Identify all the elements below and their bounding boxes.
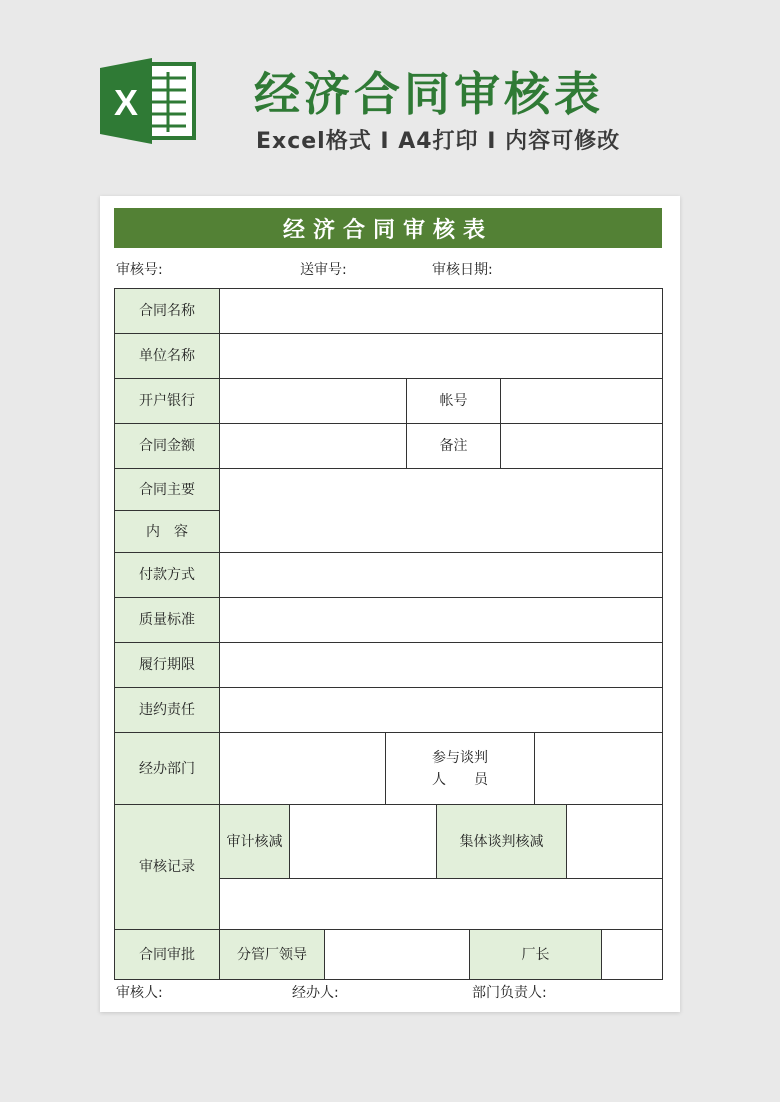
main-content-label-line2: 内 容 bbox=[114, 510, 220, 553]
liability-label: 违约责任 bbox=[114, 687, 220, 733]
reviewer-label: 审核人: bbox=[116, 985, 163, 1001]
audit-reduction-label: 审计核减 bbox=[219, 804, 290, 879]
dept-head-label: 部门负责人: bbox=[472, 985, 547, 1001]
branch-leader-label: 分管厂领导 bbox=[219, 929, 325, 980]
handler-label: 经办人: bbox=[292, 985, 339, 1001]
director-label: 厂长 bbox=[469, 929, 602, 980]
page-subtitle: Excel格式 I A4打印 I 内容可修改 bbox=[256, 129, 621, 154]
contract-name-field[interactable] bbox=[219, 288, 663, 334]
quality-field[interactable] bbox=[219, 597, 663, 643]
bank-label: 开户银行 bbox=[114, 378, 220, 424]
bank-field[interactable] bbox=[219, 378, 407, 424]
deadline-field[interactable] bbox=[219, 642, 663, 688]
deadline-label: 履行期限 bbox=[114, 642, 220, 688]
handling-dept-label: 经办部门 bbox=[114, 732, 220, 805]
quality-label: 质量标准 bbox=[114, 597, 220, 643]
collective-reduction-field[interactable] bbox=[566, 804, 663, 879]
handling-dept-field[interactable] bbox=[219, 732, 386, 805]
liability-field[interactable] bbox=[219, 687, 663, 733]
negotiators-label-line1: 参与谈判 bbox=[432, 749, 488, 766]
payment-field[interactable] bbox=[219, 552, 663, 598]
review-no-label: 审核号: bbox=[116, 262, 163, 278]
submit-no-label: 送审号: bbox=[300, 262, 347, 278]
branch-leader-field[interactable] bbox=[324, 929, 470, 980]
director-field[interactable] bbox=[601, 929, 663, 980]
amount-label: 合同金额 bbox=[114, 423, 220, 469]
main-content-field[interactable] bbox=[219, 468, 663, 553]
review-record-field[interactable] bbox=[219, 878, 663, 930]
unit-name-label: 单位名称 bbox=[114, 333, 220, 379]
contract-name-label: 合同名称 bbox=[114, 288, 220, 334]
collective-reduction-label: 集体谈判核减 bbox=[436, 804, 567, 879]
approval-label: 合同审批 bbox=[114, 929, 220, 980]
excel-icon bbox=[98, 58, 198, 144]
audit-reduction-field[interactable] bbox=[289, 804, 437, 879]
negotiators-label bbox=[385, 732, 535, 805]
page-title: 经济合同审核表 bbox=[254, 67, 604, 121]
negotiators-label-line2: 人 员 bbox=[432, 771, 488, 788]
form-banner-title: 经济合同审核表 bbox=[114, 208, 662, 248]
review-record-label: 审核记录 bbox=[114, 804, 220, 930]
amount-field[interactable] bbox=[219, 423, 407, 469]
logo-letter: X bbox=[113, 82, 139, 123]
negotiators-field[interactable] bbox=[534, 732, 663, 805]
account-field[interactable] bbox=[500, 378, 663, 424]
remark-label: 备注 bbox=[406, 423, 501, 469]
page-header bbox=[0, 0, 780, 190]
account-label: 帐号 bbox=[406, 378, 501, 424]
payment-label: 付款方式 bbox=[114, 552, 220, 598]
unit-name-field[interactable] bbox=[219, 333, 663, 379]
main-content-label-line1: 合同主要 bbox=[114, 468, 220, 511]
form-sheet bbox=[100, 196, 680, 1012]
review-date-label: 审核日期: bbox=[432, 262, 493, 278]
remark-field[interactable] bbox=[500, 423, 663, 469]
